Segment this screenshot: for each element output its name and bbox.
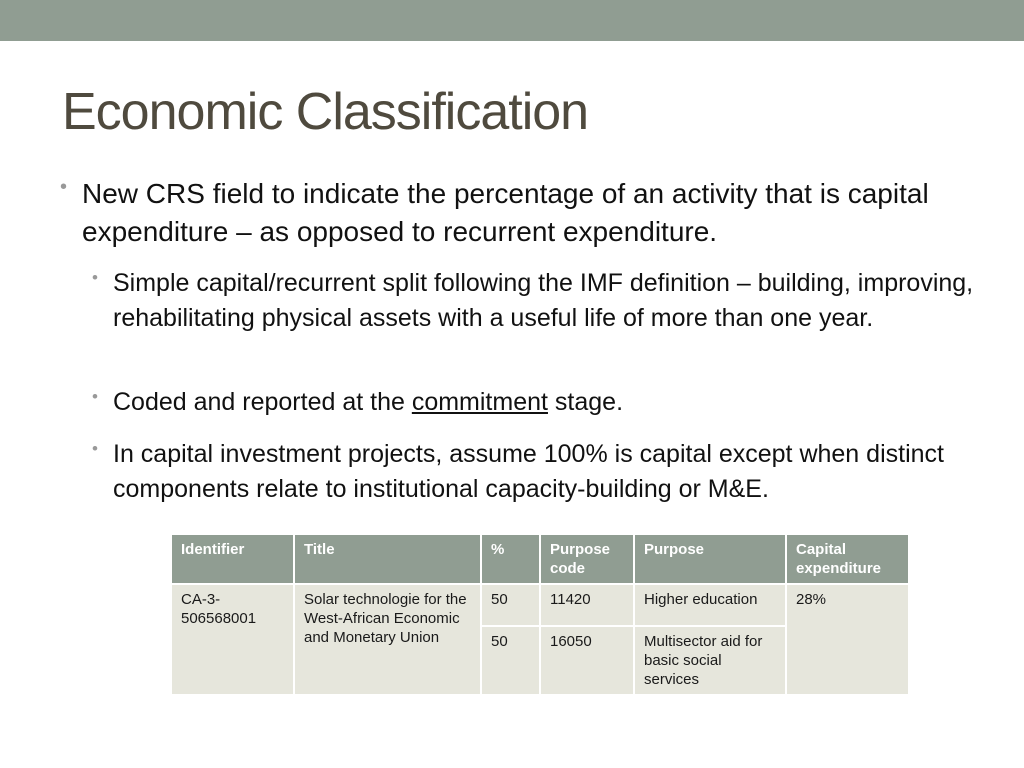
cell-percent: 50	[481, 584, 540, 626]
header-percent: %	[481, 534, 540, 584]
cell-identifier: CA-3-506568001	[171, 584, 294, 695]
bullet-dot-icon: •	[60, 176, 68, 198]
cell-purpose: Multisector aid for basic social services	[634, 626, 786, 695]
table-header-row	[171, 534, 909, 584]
commitment-underlined-text: commitment	[411, 388, 548, 416]
bullet-capital-expenditure-field: New CRS field to indicate the percentage of an activity that is capital expenditure – as opposed to recurrent expenditure.	[82, 178, 929, 247]
sub-bullet-text-pre: Coded and reported at the	[113, 388, 412, 416]
bullet-dot-icon: •	[92, 439, 98, 458]
cell-title: Solar technologie for the West-African Economic and Monetary Union	[294, 584, 481, 695]
cell-purpose-code: 16050	[540, 626, 634, 695]
header-title: Title	[294, 534, 481, 584]
cell-purpose-code: 11420	[540, 584, 634, 626]
sub-bullet-text-post: stage.	[547, 388, 624, 416]
crs-example-table	[170, 533, 910, 696]
sub-bullet-capital-investment-projects: In capital investment projects, assume 100% is capital except when distinct components relate to institutional capacity-building or M&E.	[113, 440, 944, 503]
cell-percent: 50	[481, 626, 540, 695]
header-capital-expenditure: Capital expenditure	[786, 534, 909, 584]
table-row	[171, 584, 909, 626]
bullet-dot-icon: •	[92, 268, 98, 287]
slide-title: Economic Classification	[62, 83, 589, 141]
sub-bullet-commitment-stage	[113, 385, 983, 420]
header-identifier: Identifier	[171, 534, 294, 584]
header-purpose-code: Purpose code	[540, 534, 634, 584]
header-purpose: Purpose	[634, 534, 786, 584]
top-decorative-band	[0, 0, 1024, 41]
cell-purpose: Higher education	[634, 584, 786, 626]
cell-capital-expenditure: 28%	[786, 584, 909, 695]
bullet-dot-icon: •	[92, 387, 98, 406]
sub-bullet-imf-definition: Simple capital/recurrent split following the IMF definition – building, improving, rehabilitating physical assets with a useful life of more than one year.	[113, 269, 974, 332]
